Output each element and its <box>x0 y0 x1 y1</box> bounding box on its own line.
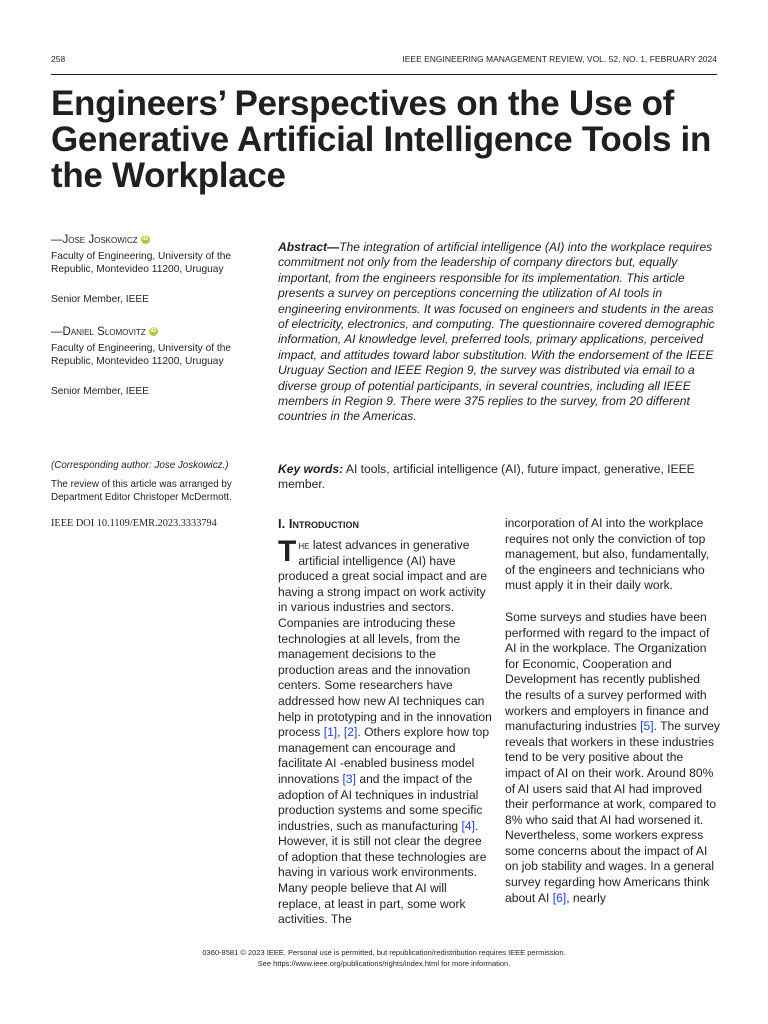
author-membership: Senior Member, IEEE <box>51 293 149 305</box>
citation-link[interactable]: [3] <box>342 771 356 786</box>
keywords-text: AI tools, artificial intelligence (AI), future impact, generative, IEEE member. <box>278 462 695 492</box>
intro-paragraph: The latest advances in generative artificial intelligence (AI) have produced a great social impact and are having a strong impact on work activity in various industries and sectors. Companies are introducing these technologies at all levels, from the management decisions to the production areas and the innovation centers. Some researchers have addressed how new AI techniques can help in prototyping and in the innovation process [1], [2]. Others explore how top management can encourage and facilitate AI -enabled business model innovations [3] and the impact of the adoption of AI techniques in industrial production systems and some specific industries, such as manufacturing [4]. However, it is still not clear the degree of adoption that these technologies are having in various work environments. Many people believe that AI will replace, at least in part, some work activities. The <box>278 535 492 927</box>
orcid-icon[interactable]: iD <box>150 328 157 334</box>
copyright-footer <box>0 947 768 969</box>
citation-link[interactable]: [6] <box>552 890 567 905</box>
citation-link[interactable]: [5] <box>640 719 654 734</box>
editorial-notes <box>51 459 256 504</box>
author-name: —Daniel Slomovitz iD <box>51 326 157 338</box>
author-membership: Senior Member, IEEE <box>51 385 149 397</box>
abstract <box>278 240 718 425</box>
author-name: —Jose Joskowicz iD <box>51 234 149 246</box>
abstract-label: Abstract— <box>278 240 340 254</box>
section-heading: I. Introduction <box>278 516 359 531</box>
journal-citation: IEEE ENGINEERING MANAGEMENT REVIEW, VOL. 52, NO. 1, FEBRUARY 2024 <box>402 54 717 64</box>
author-affiliation: Faculty of Engineering, University of the Republic, Montevideo 11200, Uruguay <box>51 342 232 367</box>
running-header <box>51 54 717 75</box>
citation-link[interactable]: [2] <box>343 725 358 740</box>
copyright-line: 0360-8581 © 2023 IEEE. Personal use is permitted, but republication/redistribution requires IEEE permission. <box>202 948 566 957</box>
permissions-line: See https://www.ieee.org/publications/rights/index.html for more information. <box>257 959 511 968</box>
citation-link[interactable]: [4] <box>461 818 475 833</box>
body-column-right <box>505 516 720 906</box>
page-number: 258 <box>51 54 66 64</box>
abstract-text: The integration of artificial intelligence (AI) into the workplace requires commitment not only from the leadership of company directors but, equally important, from the engineers responsible for its implementation. This article presents a survey on perceptions concerning the utilization of AI tools in engineering environments. It was focused on engineers and students in the areas of electricity, electronics, and computing. The questionnaire covered demographic information, AI knowledge level, preferred tools, primary applications, perceived impact, and attitudes toward labor substitution. With the endorsement of the IEEE Uruguay Section and IEEE Region 9, the survey was distributed via email to a diverse group of potential participants, in several countries, including all IEEE members in Region 9. There were 375 replies to the survey, from 20 different countries in the Americas. <box>278 240 715 424</box>
author-block <box>51 234 256 398</box>
keywords <box>278 462 718 493</box>
author-affiliation: Faculty of Engineering, University of the Republic, Montevideo 11200, Uruguay <box>51 250 232 275</box>
drop-cap: T <box>278 535 297 568</box>
author-2 <box>51 326 256 398</box>
body-column-left <box>278 516 493 928</box>
author-1 <box>51 234 256 306</box>
intro-paragraph-continued: incorporation of AI into the workplace requires not only the conviction of top management, but also, fundamentally, of the engineers and technicians who must apply it in their daily work. <box>505 516 710 593</box>
review-note: The review of this article was arranged by Department Editor Christoper McDermott. <box>51 479 232 503</box>
surveys-paragraph: Some surveys and studies have been performed with regard to the impact of AI in the workplace. The Organization for Economic, Cooperation and Development has recently published the results of a survey performed with workers and employers in finance and manufacturing industries [5]. The survey reveals that workers in these industries tend to be very positive about the impact of AI on their work. Around 80% of AI users said that AI had improved their performance at work, compared to 8% who said that AI had worsened it. Nevertheless, some workers express some concerns about the impact of AI on job stability and wages. In a general survey regarding how Americans think about AI [6], nearly <box>505 609 720 905</box>
article-title: Engineers’ Perspectives on the Use of Generative Artificial Intelligence Tools in the Workplace <box>51 84 712 195</box>
keywords-label: Key words: <box>278 462 344 476</box>
corresponding-author: (Corresponding author: Jose Joskowicz.) <box>51 460 229 471</box>
orcid-icon[interactable]: iD <box>142 236 149 242</box>
doi[interactable]: IEEE DOI 10.1109/EMR.2023.3333794 <box>51 518 217 529</box>
citation-link[interactable]: [1] <box>323 725 338 740</box>
